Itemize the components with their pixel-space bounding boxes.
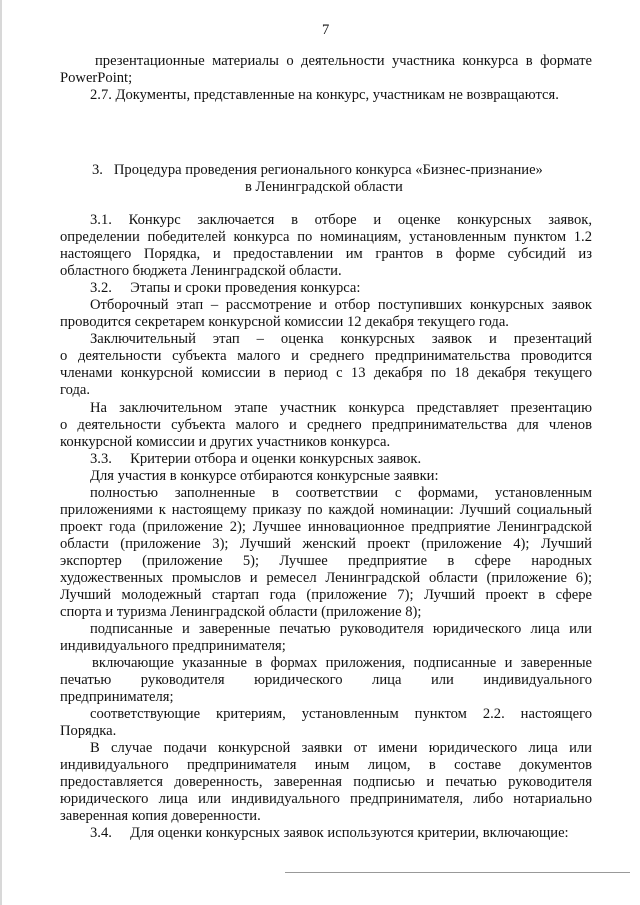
text-line-21: Для участия в конкурсе отбираются конкурсные заявки: bbox=[90, 468, 439, 484]
section-heading-line2: в Ленинградской области bbox=[245, 179, 403, 195]
text-line-2: PowerPoint; bbox=[60, 70, 133, 86]
text-line-30: подписанные и заверенные печатью руководителя юридического лица или bbox=[90, 621, 592, 637]
text-line-12: проводится секретарем конкурсной комиссии 12 декабря текущего года. bbox=[60, 314, 509, 330]
text-line-16: года. bbox=[60, 382, 91, 398]
text-line-11: Отборочный этап – рассмотрение и отбор поступивших конкурсных заявок bbox=[90, 297, 592, 313]
text-line-25: области (приложение 3); Лучший женский проект (приложение 4); Лучший bbox=[60, 536, 592, 552]
text-line-34: предпринимателя; bbox=[60, 689, 174, 705]
text-line-14: о деятельности субъекта малого и среднего предпринимательства проводится bbox=[60, 348, 592, 364]
text-line-1: презентационные материалы о деятельности участника конкурса в формате bbox=[95, 53, 592, 69]
text-line-29: спорта и туризма Ленинградской области (приложение 8); bbox=[60, 604, 422, 620]
text-line-23: приложениями к настоящему приказу по каждой номинации: Лучший социальный bbox=[60, 502, 592, 518]
page-number: 7 bbox=[322, 22, 330, 38]
text-line-10: 3.2. Этапы и сроки проведения конкурса: bbox=[90, 280, 361, 296]
text-line-31: индивидуального предпринимателя; bbox=[60, 638, 286, 654]
text-line-9: областного бюджета Ленинградской области. bbox=[60, 263, 342, 279]
text-line-28: Лучший молодежный стартап года (приложение 7); Лучший проект в сфере bbox=[60, 587, 592, 603]
text-line-15: членами конкурсной комиссии в период с 13 декабря по 18 декабря текущего bbox=[60, 365, 592, 381]
text-line-20: 3.3. Критерии отбора и оценки конкурсных заявок. bbox=[90, 451, 422, 467]
text-line-17: На заключительном этапе участник конкурса представляет презентацию bbox=[90, 400, 592, 416]
text-line-24: проект года (приложение 2); Лучшее инновационное предприятие Ленинградской bbox=[60, 519, 592, 535]
text-line-42: 3.4. Для оценки конкурсных заявок используются критерии, включающие: bbox=[90, 825, 569, 841]
text-line-26: экспортер (приложение 5); Лучшее предприятие в сфере народных bbox=[60, 553, 592, 569]
text-line-13: Заключительный этап – оценка конкурсных заявок и презентаций bbox=[90, 331, 592, 347]
text-line-41: заверенная копия доверенности. bbox=[60, 808, 261, 824]
text-line-19: конкурсной комиссии и других участников конкурса. bbox=[60, 434, 391, 450]
footer-rule bbox=[285, 872, 630, 873]
text-line-6: 3.1. Конкурс заключается в отборе и оценке конкурсных заявок, bbox=[90, 212, 592, 228]
text-line-38: индивидуального предпринимателя иным лицом, в составе документов bbox=[60, 757, 592, 773]
text-line-36: Порядка. bbox=[60, 723, 117, 739]
text-line-39: предоставляется доверенность, заверенная подписью и печатью руководителя bbox=[60, 774, 592, 790]
text-line-8: настоящего Порядка, и предоставлении им грантов в форме субсидий из bbox=[60, 246, 592, 262]
text-line-33: печатью руководителя юридического лица или индивидуального bbox=[60, 672, 592, 688]
text-line-27: художественных промыслов и ремесел Ленинградской области (приложение 6); bbox=[60, 570, 592, 586]
text-line-40: юридического лица или индивидуального предпринимателя, либо нотариально bbox=[60, 791, 592, 807]
text-line-3: 2.7. Документы, представленные на конкурс, участникам не возвращаются. bbox=[90, 87, 559, 103]
text-line-7: определении победителей конкурса по номинациям, установленным пунктом 1.2 bbox=[60, 229, 592, 245]
text-line-37: В случае подачи конкурсной заявки от имени юридического лица или bbox=[90, 740, 592, 756]
text-line-35: соответствующие критериям, установленным пунктом 2.2. настоящего bbox=[90, 706, 592, 722]
text-line-32: включающие указанные в формах приложения, подписанные и заверенные bbox=[92, 655, 592, 671]
text-line-18: о деятельности субъекта малого и среднего предпринимательства для членов bbox=[60, 417, 592, 433]
scan-edge bbox=[0, 0, 2, 905]
text-line-22: полностью заполненные в соответствии с формами, установленным bbox=[90, 485, 592, 501]
section-heading: 3. Процедура проведения регионального конкурса «Бизнес-признание» bbox=[92, 162, 543, 178]
